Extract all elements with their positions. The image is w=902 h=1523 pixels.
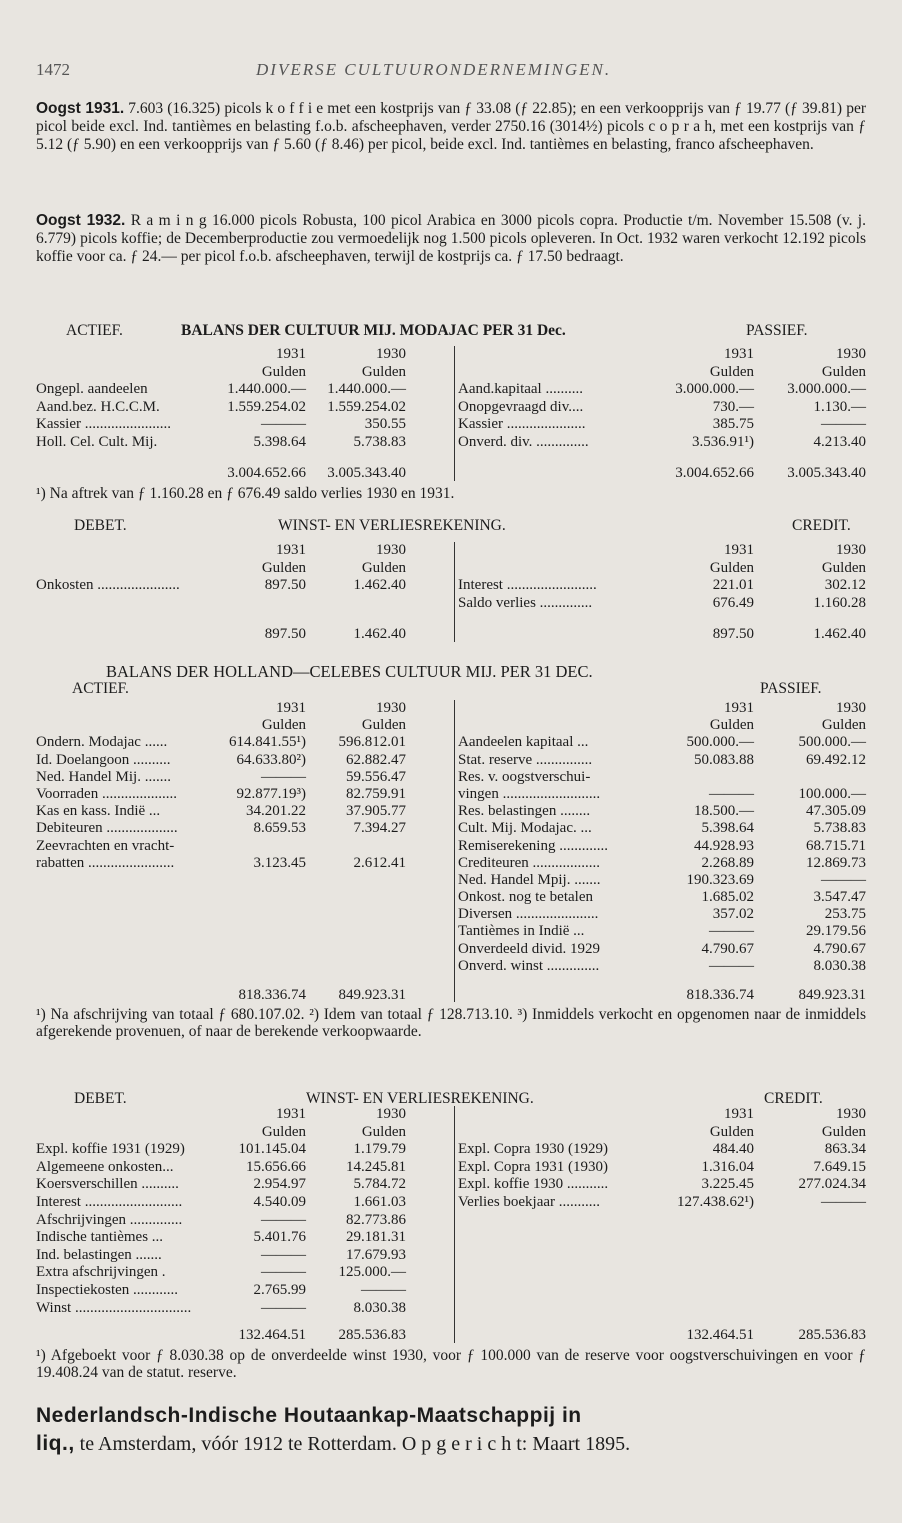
unit-header: Gulden — [261, 363, 306, 380]
left-row-value-1931: 2.954.97 — [253, 1176, 306, 1193]
column-divider — [454, 700, 455, 1002]
year-header: 1930 — [836, 700, 866, 716]
left-row-value-1931: 92.877.19³) — [236, 785, 306, 802]
unit-header: Gulden — [261, 559, 306, 576]
total-left-1931: 897.50 — [264, 626, 306, 642]
pl2-table — [36, 1106, 866, 1381]
column-unit-headers — [36, 717, 866, 734]
year-header: 1931 — [724, 346, 754, 362]
total-right-1931: 132.464.51 — [686, 1327, 754, 1344]
left-row-value-1931: 614.841.55¹) — [229, 734, 306, 751]
right-row-value-1930: 1.160.28 — [813, 594, 866, 611]
right-row-label: Interest ........................ — [458, 577, 597, 593]
balance1-titles — [36, 322, 866, 342]
table-spacer — [36, 451, 866, 465]
table-row — [36, 1300, 866, 1318]
table-row — [36, 399, 866, 417]
totals-row — [36, 987, 866, 1004]
table-row — [36, 820, 866, 837]
left-row-value-1930: 37.905.77 — [346, 803, 406, 820]
left-row-value-1931: 2.765.99 — [253, 1281, 306, 1298]
total-right-1931: 818.336.74 — [686, 987, 754, 1003]
right-row-label: Stat. reserve ............... — [458, 751, 593, 768]
unit-header: Gulden — [361, 363, 406, 380]
right-row-label: Expl. koffie 1930 ........... — [458, 1176, 609, 1193]
left-row-label: Interest .......................... — [36, 1193, 183, 1210]
pl2-left-title: DEBET. — [74, 1090, 127, 1107]
right-row-value-1930: ——— — [821, 416, 866, 432]
left-row-label: Ongepl. aandeelen — [36, 381, 148, 397]
left-row-value-1931: 897.50 — [264, 577, 306, 593]
right-row-label: Diversen ...................... — [458, 906, 599, 923]
table-row — [36, 1176, 866, 1194]
right-row-value-1930: 500.000.— — [798, 734, 866, 751]
left-row-value-1930: 5.784.72 — [353, 1176, 406, 1193]
balance1-right-title: PASSIEF. — [746, 322, 808, 339]
company-name-line1: Nederlandsch-Indische Houtaankap-Maatschappij in — [36, 1404, 582, 1427]
left-row-label: Voorraden .................... — [36, 785, 177, 802]
right-row-label: Ned. Handel Mpij. ....... — [458, 871, 601, 888]
left-row-value-1930: 1.440.000.— — [327, 381, 406, 397]
harvest-1932-text: R a m i n g 16.000 picols Robusta, 100 picol Arabica en 3000 picols copra. Productie t/m. November 15.508 (v. j. 6.779) picols koffie; de Decemberproductie zou vermoedelijk nog 1.500 picols opleveren. In Oct. 1932 waren verkocht 12.192 picols koffie voor ca. ƒ 24.— per picol f.o.b. afscheephaven, terwijl de kostprijs ca. ƒ 17.50 bedraagt. — [36, 212, 866, 266]
company-liq-label: liq., — [36, 1432, 75, 1455]
totals-row — [36, 465, 866, 483]
total-left-1930: 1.462.40 — [353, 626, 406, 642]
table-row — [36, 1194, 866, 1212]
totals-row — [36, 1327, 866, 1345]
left-row-value-1931: 64.633.80²) — [236, 751, 306, 768]
column-year-headers — [36, 1106, 866, 1124]
right-row-label: Kassier ..................... — [458, 416, 586, 432]
right-row-value-1931: 500.000.— — [686, 734, 754, 751]
right-row-value-1930: 3.547.47 — [813, 889, 866, 906]
left-row-label: Zeevrachten en vracht- — [36, 837, 175, 854]
left-row-value-1931: ——— — [261, 1246, 306, 1263]
right-row-value-1931: 730.— — [712, 398, 754, 415]
left-row-value-1931: 8.659.53 — [253, 820, 306, 837]
right-row-value-1930: 47.305.09 — [806, 803, 866, 820]
unit-header: Gulden — [709, 717, 754, 734]
right-row-value-1931: ——— — [709, 957, 754, 974]
balance2-title-row — [36, 662, 866, 682]
left-row-value-1931: 15.656.66 — [246, 1158, 306, 1175]
balance1-center-title: BALANS DER CULTUUR MIJ. MODAJAC PER 31 Dec. — [181, 322, 566, 339]
right-row-value-1931: 18.500.— — [694, 803, 754, 820]
table-row — [36, 958, 866, 975]
year-header: 1931 — [276, 346, 306, 362]
left-row-label: Koersverschillen .......... — [36, 1176, 179, 1193]
footnote: ¹) Na afschrijving van totaal ƒ 680.107.02. ²) Idem van totaal ƒ 128.713.10. ³) Inmiddels verkocht en opgenomen naar de inmiddels afgerekende provenuen, of naar de berekende verkoopwaarde. — [36, 1006, 866, 1041]
unit-header: Gulden — [821, 559, 866, 576]
unit-header: Gulden — [261, 717, 306, 734]
table-row — [36, 577, 866, 595]
table-row — [36, 1247, 866, 1265]
total-right-1931: 897.50 — [712, 626, 754, 642]
year-header: 1931 — [724, 1106, 754, 1122]
total-left-1930: 285.536.83 — [338, 1327, 406, 1344]
left-row-value-1930: 1.462.40 — [353, 577, 406, 593]
right-row-value-1931: 484.40 — [712, 1141, 754, 1158]
column-year-headers — [36, 346, 866, 364]
unit-header: Gulden — [821, 717, 866, 734]
unit-header: Gulden — [709, 559, 754, 576]
harvest-1931-paragraph — [36, 100, 866, 155]
right-row-value-1931: 3.225.45 — [701, 1176, 754, 1193]
right-row-value-1930: 69.492.12 — [806, 751, 866, 768]
left-row-label: Algemeene onkosten... — [36, 1158, 174, 1175]
unit-header: Gulden — [261, 1123, 306, 1140]
left-row-value-1930: 2.612.41 — [353, 854, 406, 871]
right-row-label: Saldo verlies .............. — [458, 594, 593, 611]
left-row-label: Afschrijvingen .............. — [36, 1211, 183, 1228]
left-row-label: Id. Doelangoon .......... — [36, 751, 171, 768]
pl2-right-title: CREDIT. — [764, 1090, 823, 1107]
harvest-1931-text: 7.603 (16.325) picols k o f f i e met een kostprijs van ƒ 33.08 (ƒ 22.85); en een verkoopprijs van ƒ 19.77 (ƒ 39.81) per picol beide excl. Ind. tantièmes en belasting f.o.b. afscheephaven, verder 2750.16 (3014½) picols c o p r a h, met een kostprijs van ƒ 5.12 (ƒ 5.90) en een verkoopprijs van ƒ 5.60 (ƒ 8.46) per picol, beide excl. Ind. tantièmes en belasting, franco afscheephaven. — [36, 100, 866, 154]
left-row-value-1931: 3.123.45 — [253, 854, 306, 871]
pl1-left-title: DEBET. — [74, 517, 127, 534]
table-row — [36, 1229, 866, 1247]
unit-header: Gulden — [821, 363, 866, 380]
right-row-value-1930: 4.213.40 — [813, 433, 866, 450]
year-header: 1931 — [724, 542, 754, 558]
table-row — [36, 434, 866, 452]
year-header: 1931 — [276, 1106, 306, 1122]
right-row-label: Onopgevraagd div.... — [458, 398, 584, 415]
right-row-label: Expl. Copra 1931 (1930) — [458, 1158, 608, 1175]
total-right-1930: 1.462.40 — [813, 626, 866, 642]
table-row — [36, 1141, 866, 1159]
column-unit-headers — [36, 364, 866, 382]
unit-header: Gulden — [361, 717, 406, 734]
left-row-value-1930: 125.000.— — [338, 1264, 406, 1281]
total-left-1931: 818.336.74 — [238, 987, 306, 1003]
left-row-value-1930: 17.679.93 — [346, 1246, 406, 1263]
left-row-value-1931: ——— — [261, 1299, 306, 1316]
right-row-value-1931: 2.268.89 — [701, 854, 754, 871]
footnote: ¹) Na aftrek van ƒ 1.160.28 en ƒ 676.49 saldo verlies 1930 en 1931. — [36, 484, 455, 502]
right-row-value-1931: 357.02 — [712, 906, 754, 923]
left-row-label: Holl. Cel. Cult. Mij. — [36, 433, 158, 450]
table-row — [36, 803, 866, 820]
table-row — [36, 906, 866, 923]
table-row — [36, 595, 866, 613]
year-header: 1930 — [376, 1106, 406, 1122]
right-row-label: Res. v. oogstverschui- — [458, 768, 591, 785]
year-header: 1931 — [276, 542, 306, 558]
left-row-value-1930: 82.759.91 — [346, 785, 406, 802]
right-row-value-1930: 302.12 — [824, 577, 866, 593]
right-row-value-1931: 3.536.91¹) — [692, 433, 754, 450]
left-row-value-1931: 101.145.04 — [238, 1141, 306, 1158]
harvest-1931-label: Oogst 1931. — [36, 100, 125, 117]
left-row-value-1930: 596.812.01 — [338, 734, 406, 751]
year-header: 1930 — [836, 346, 866, 362]
total-left-1931: 132.464.51 — [238, 1327, 306, 1344]
table-row — [36, 941, 866, 958]
right-row-value-1931: 190.323.69 — [686, 871, 754, 888]
table-row — [36, 416, 866, 434]
left-row-label: rabatten ....................... — [36, 854, 175, 871]
right-row-label: Cult. Mij. Modajac. ... — [458, 820, 592, 837]
right-row-label: Onverd. winst .............. — [458, 957, 600, 974]
right-row-label: Res. belastingen ........ — [458, 803, 591, 820]
footnote: ¹) Afgeboekt voor ƒ 8.030.38 op de onverdeelde winst 1930, voor ƒ 100.000 van de reserve voor oogstverschuivingen en voor ƒ 19.408.24 van de statut. reserve. — [36, 1346, 866, 1381]
left-row-value-1930: 7.394.27 — [353, 820, 406, 837]
right-row-value-1931: ——— — [709, 785, 754, 802]
table-row — [36, 889, 866, 906]
running-title: DIVERSE CULTUURONDERNEMINGEN. — [256, 60, 612, 79]
right-row-value-1931: 1.316.04 — [701, 1158, 754, 1175]
left-row-label: Debiteuren ................... — [36, 820, 178, 837]
year-header: 1930 — [376, 700, 406, 716]
table-row — [36, 855, 866, 872]
right-row-value-1931: 1.685.02 — [701, 889, 754, 906]
table-row — [36, 734, 866, 751]
unit-header: Gulden — [361, 1123, 406, 1140]
right-row-value-1930: 4.790.67 — [813, 940, 866, 957]
total-right-1930: 849.923.31 — [798, 987, 866, 1003]
table-row — [36, 1282, 866, 1300]
pl1-right-title: CREDIT. — [792, 517, 851, 534]
table-row — [36, 1159, 866, 1177]
company-heading — [36, 1402, 866, 1458]
total-right-1930: 3.005.343.40 — [787, 465, 866, 481]
column-divider — [454, 346, 455, 481]
left-row-label: Onkosten ...................... — [36, 577, 180, 593]
left-row-value-1931: 5.401.76 — [253, 1229, 306, 1246]
total-left-1931: 3.004.652.66 — [227, 465, 306, 481]
page-header — [36, 60, 866, 86]
left-row-label: Aand.bez. H.C.C.M. — [36, 398, 160, 415]
total-left-1930: 849.923.31 — [338, 987, 406, 1003]
right-row-label: vingen .......................... — [458, 785, 601, 802]
totals-row — [36, 626, 866, 644]
table-row — [36, 838, 866, 855]
left-row-value-1930: 29.181.31 — [346, 1229, 406, 1246]
right-row-label: Onkost. nog te betalen — [458, 889, 593, 906]
right-row-label: Expl. Copra 1930 (1929) — [458, 1141, 608, 1158]
pl2-center-title: WINST- EN VERLIESREKENING. — [306, 1090, 534, 1107]
right-row-value-1931: 4.790.67 — [701, 940, 754, 957]
year-header: 1930 — [836, 542, 866, 558]
left-row-value-1930: 59.556.47 — [346, 768, 406, 785]
balance2-right-title: PASSIEF. — [760, 680, 822, 697]
total-right-1931: 3.004.652.66 — [675, 465, 754, 481]
pl1-table — [36, 542, 866, 644]
right-row-label: Verlies boekjaar ........... — [458, 1193, 601, 1210]
balance2-left-title: ACTIEF. — [72, 680, 129, 697]
balance2-table — [36, 700, 866, 1040]
table-spacer — [36, 975, 866, 987]
right-row-label: Aand.kapitaal .......... — [458, 381, 583, 397]
right-row-label: Onverdeeld divid. 1929 — [458, 940, 601, 957]
company-location-text: te Amsterdam, vóór 1912 te Rotterdam. O p g e r i c h t: Maart 1895. — [79, 1433, 631, 1455]
column-year-headers — [36, 542, 866, 560]
harvest-1932-label: Oogst 1932. — [36, 212, 126, 229]
left-row-value-1930: 82.773.86 — [346, 1211, 406, 1228]
left-row-value-1931: ——— — [261, 416, 306, 432]
right-row-value-1930: 7.649.15 — [813, 1158, 866, 1175]
left-row-label: Kas en kass. Indië ... — [36, 803, 161, 820]
balance2-center-title: BALANS DER HOLLAND—CELEBES CULTUUR MIJ. PER 31 DEC. — [106, 662, 593, 681]
right-row-value-1931: ——— — [709, 923, 754, 940]
harvest-1932-paragraph — [36, 212, 866, 267]
table-row — [36, 752, 866, 769]
left-row-label: Extra afschrijvingen . — [36, 1264, 166, 1281]
left-row-value-1931: ——— — [261, 768, 306, 785]
left-row-value-1931: 5.398.64 — [253, 433, 306, 450]
right-row-value-1930: 5.738.83 — [813, 820, 866, 837]
table-row — [36, 923, 866, 940]
year-header: 1931 — [276, 700, 306, 716]
table-row — [36, 381, 866, 399]
left-row-value-1930: 8.030.38 — [353, 1299, 406, 1316]
table-row — [36, 1264, 866, 1282]
right-row-value-1930: 3.000.000.— — [787, 381, 866, 397]
right-row-value-1930: 100.000.— — [798, 785, 866, 802]
unit-header: Gulden — [709, 1123, 754, 1140]
right-row-value-1930: ——— — [821, 871, 866, 888]
table-spacer — [36, 612, 866, 626]
year-header: 1930 — [376, 346, 406, 362]
right-row-value-1931: 127.438.62¹) — [677, 1193, 754, 1210]
left-row-value-1930: 1.661.03 — [353, 1193, 406, 1210]
balance2-side-titles — [36, 680, 866, 700]
left-row-label: Ned. Handel Mij. ....... — [36, 768, 171, 785]
table-row — [36, 1212, 866, 1230]
right-row-value-1930: 1.130.— — [813, 398, 866, 415]
left-row-label: Indische tantièmes ... — [36, 1229, 164, 1246]
right-row-label: Remiserekening ............. — [458, 837, 608, 854]
total-right-1930: 285.536.83 — [798, 1327, 866, 1344]
left-row-value-1930: 1.179.79 — [353, 1141, 406, 1158]
balance1-table — [36, 346, 866, 502]
left-row-label: Ondern. Modajac ...... — [36, 734, 168, 751]
right-row-value-1931: 676.49 — [712, 594, 754, 611]
left-row-value-1930: 1.559.254.02 — [327, 398, 406, 415]
year-header: 1931 — [724, 700, 754, 716]
left-row-value-1930: 350.55 — [364, 416, 406, 432]
column-year-headers — [36, 700, 866, 717]
right-row-label: Onverd. div. .............. — [458, 433, 589, 450]
left-row-label: Ind. belastingen ....... — [36, 1246, 162, 1263]
right-row-value-1930: 68.715.71 — [806, 837, 866, 854]
unit-header: Gulden — [821, 1123, 866, 1140]
left-row-value-1930: 5.738.83 — [353, 433, 406, 450]
table-spacer — [36, 1317, 866, 1327]
right-row-value-1930: 8.030.38 — [813, 957, 866, 974]
table-row — [36, 872, 866, 889]
left-row-value-1931: ——— — [261, 1211, 306, 1228]
left-row-label: Winst ............................... — [36, 1299, 192, 1316]
column-unit-headers — [36, 1124, 866, 1142]
pl1-titles — [36, 517, 866, 537]
table-row — [36, 786, 866, 803]
left-row-value-1930: 62.882.47 — [346, 751, 406, 768]
right-row-value-1931: 3.000.000.— — [675, 381, 754, 397]
pl1-center-title: WINST- EN VERLIESREKENING. — [278, 517, 506, 534]
right-row-value-1931: 221.01 — [712, 577, 754, 593]
right-row-value-1930: 863.34 — [824, 1141, 866, 1158]
year-header: 1930 — [376, 542, 406, 558]
left-row-label: Kassier ....................... — [36, 416, 171, 432]
left-row-label: Expl. koffie 1931 (1929) — [36, 1141, 185, 1158]
year-header: 1930 — [836, 1106, 866, 1122]
right-row-label: Aandeelen kapitaal ... — [458, 734, 589, 751]
company-name-line2 — [36, 1430, 866, 1458]
left-row-value-1931: 1.440.000.— — [227, 381, 306, 397]
unit-header: Gulden — [361, 559, 406, 576]
right-row-value-1930: ——— — [821, 1193, 866, 1210]
total-left-1930: 3.005.343.40 — [327, 465, 406, 481]
page-number: 1472 — [36, 60, 70, 79]
column-unit-headers — [36, 560, 866, 578]
right-row-value-1930: 277.024.34 — [798, 1176, 866, 1193]
right-row-value-1931: 385.75 — [712, 416, 754, 432]
right-row-label: Tantièmes in Indië ... — [458, 923, 585, 940]
left-row-value-1931: 4.540.09 — [253, 1193, 306, 1210]
column-divider — [454, 542, 455, 642]
left-row-value-1931: ——— — [261, 1264, 306, 1281]
right-row-value-1931: 44.928.93 — [694, 837, 754, 854]
right-row-value-1930: 29.179.56 — [806, 923, 866, 940]
balance1-left-title: ACTIEF. — [66, 322, 123, 339]
right-row-value-1931: 50.083.88 — [694, 751, 754, 768]
left-row-value-1930: ——— — [361, 1281, 406, 1298]
right-row-label: Crediteuren .................. — [458, 854, 601, 871]
left-row-value-1930: 14.245.81 — [346, 1158, 406, 1175]
unit-header: Gulden — [709, 363, 754, 380]
column-divider — [454, 1106, 455, 1343]
right-row-value-1930: 253.75 — [824, 906, 866, 923]
left-row-label: Inspectiekosten ............ — [36, 1281, 179, 1298]
right-row-value-1931: 5.398.64 — [701, 820, 754, 837]
table-row — [36, 769, 866, 786]
right-row-value-1930: 12.869.73 — [806, 854, 866, 871]
left-row-value-1931: 34.201.22 — [246, 803, 306, 820]
left-row-value-1931: 1.559.254.02 — [227, 398, 306, 415]
